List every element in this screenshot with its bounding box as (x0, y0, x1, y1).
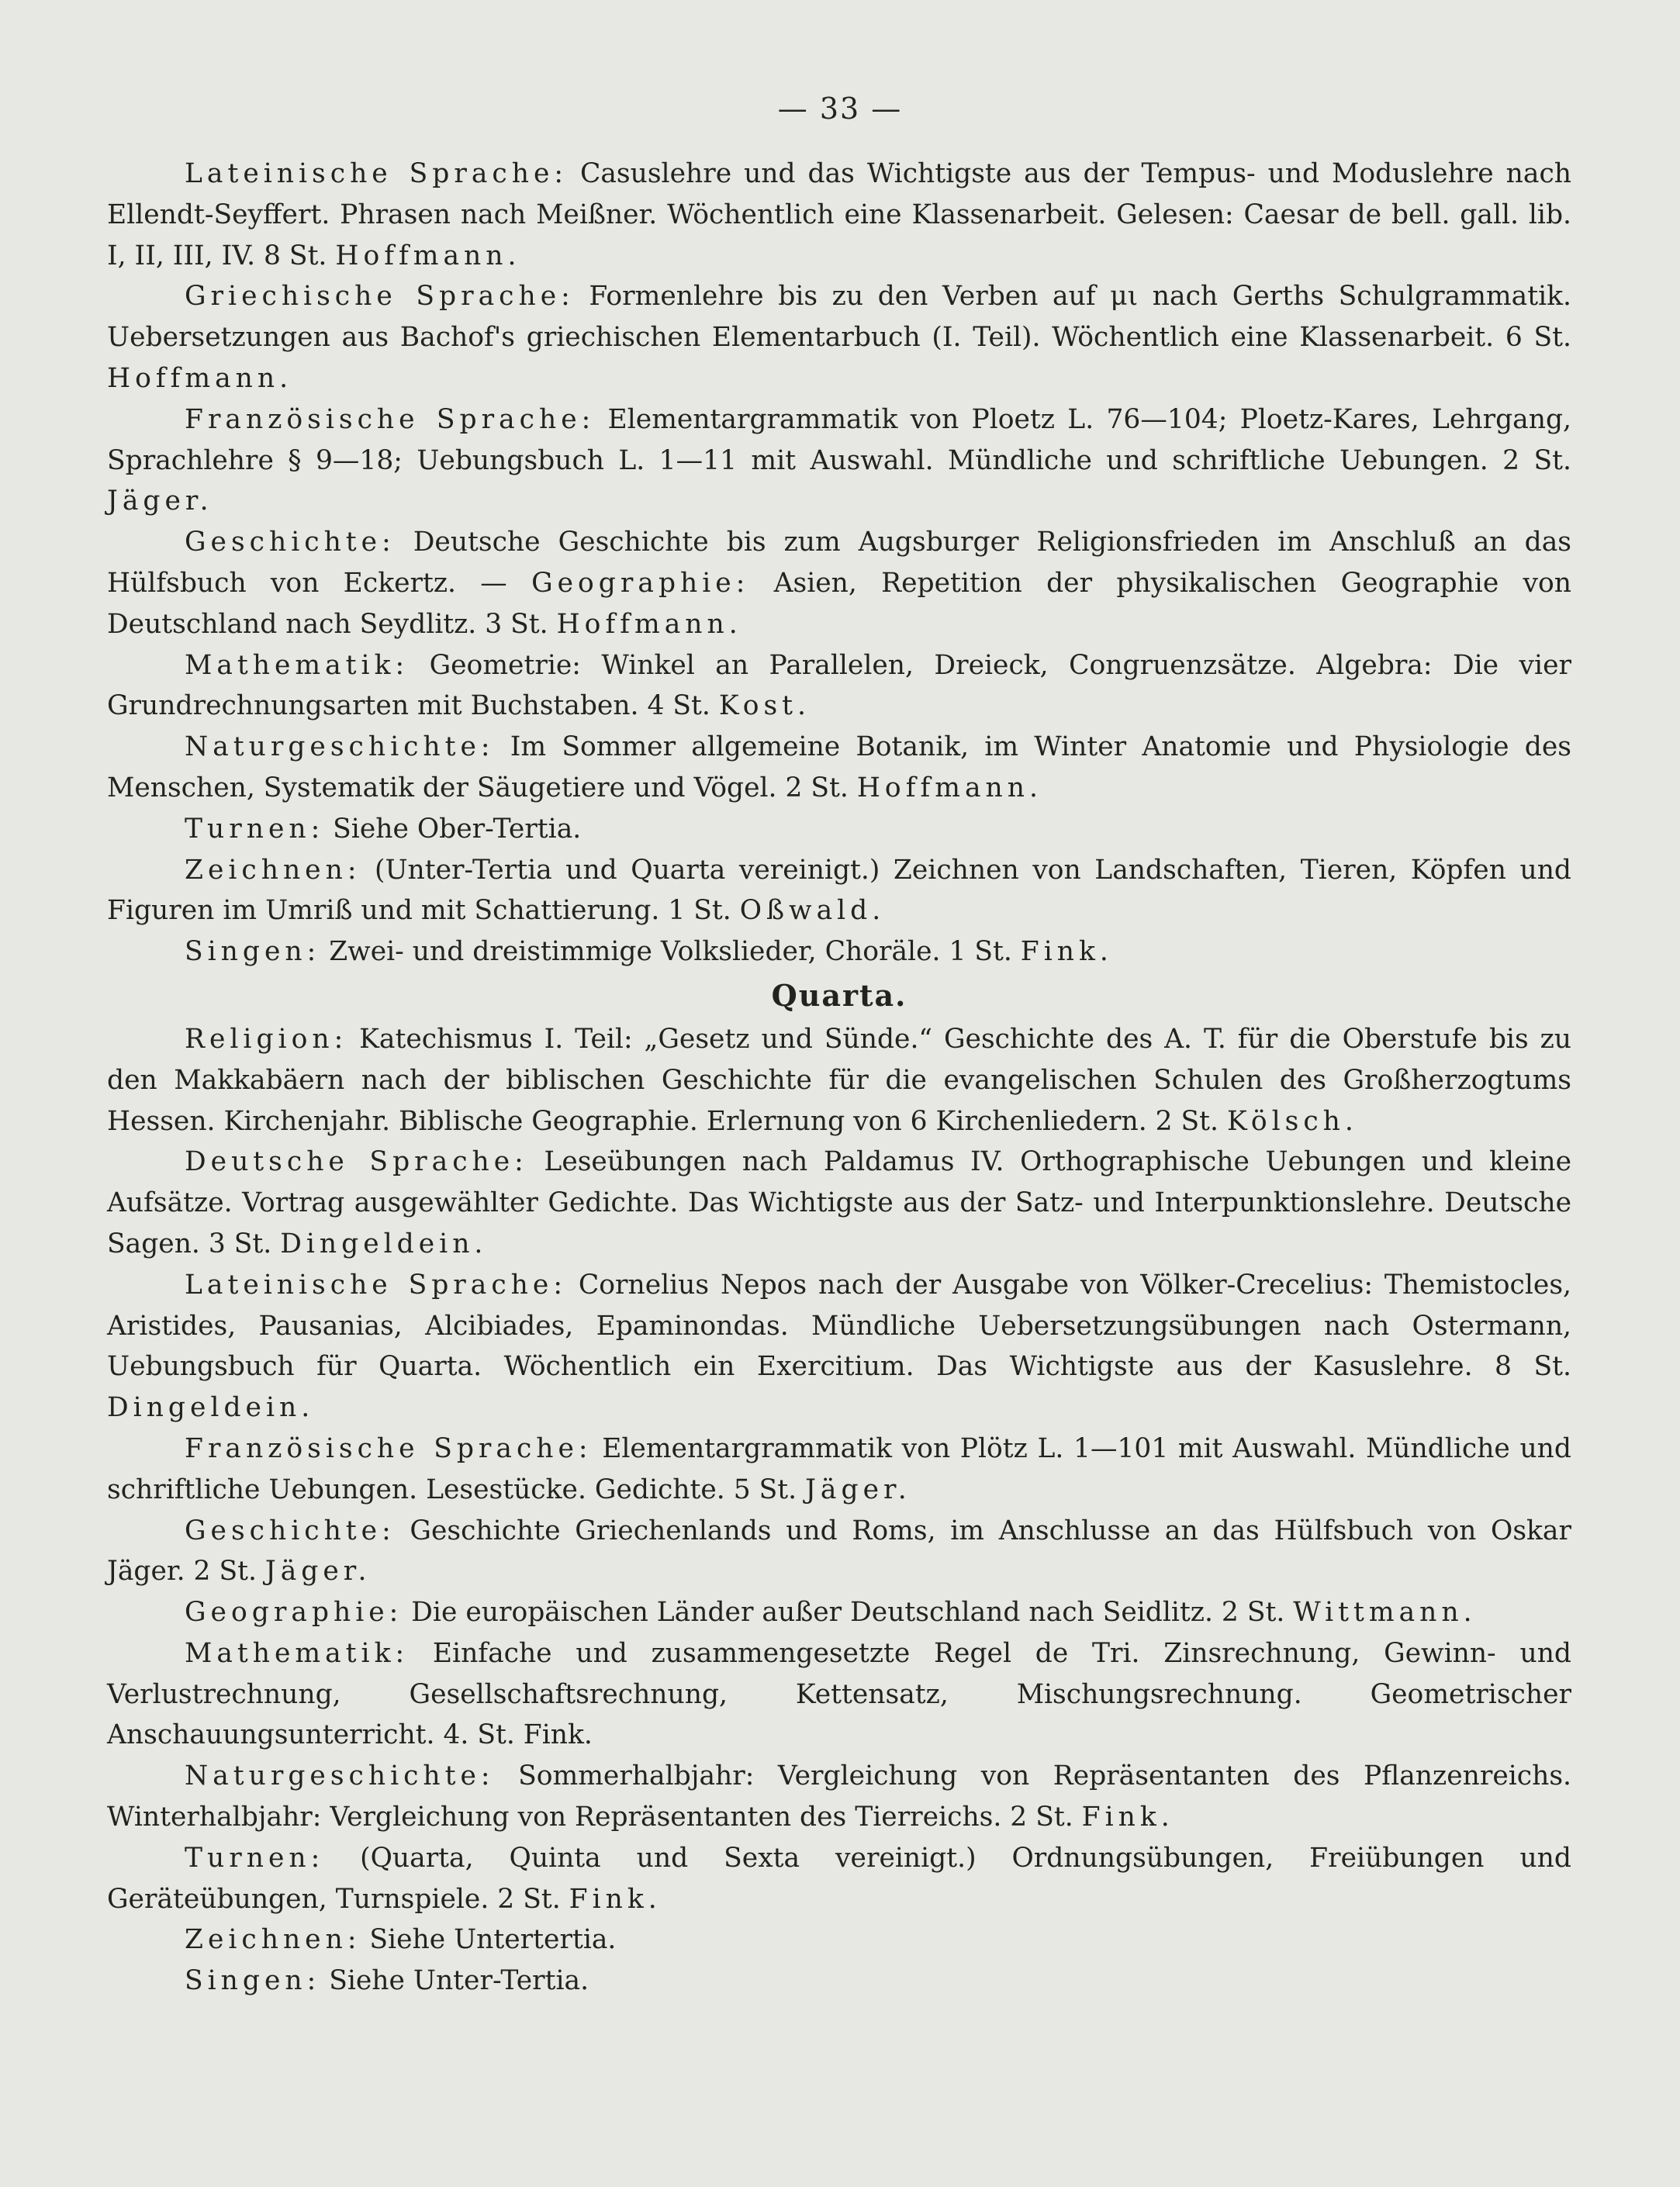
paragraph-natural-history-quarta (107, 1756, 1571, 1838)
paragraph-body-geography: Asien, Repetition der physikalischen Geographie von Deutschland nach Seydlitz. 3 St. (107, 567, 1571, 640)
paragraph-body: Einfache und zusammengesetzte Regel de Tri. Zinsrechnung, Gewinn- und Verlustrechnung, Gesellschaftsrechnung, Kettensatz, Mischungsrechnung. Geometrischer Anschauungsunterricht. 4. St. Fink. (107, 1637, 1571, 1751)
teacher-name: Fink. (569, 1883, 662, 1915)
teacher-name: Jäger. (107, 485, 213, 517)
section-heading-quarta: Quarta. (771, 977, 907, 1013)
paragraph-history-quarta (107, 1511, 1571, 1593)
subject-label: Griechische Sprache: (185, 281, 575, 313)
paragraph-body: Siehe Ober-Tertia. (324, 813, 582, 845)
subject-label: Singen: (185, 936, 321, 968)
subject-label: Zeichnen: (185, 1924, 361, 1956)
paragraph-french (107, 399, 1571, 522)
paragraph-german (107, 1142, 1571, 1264)
subject-label: Religion: (185, 1023, 348, 1055)
teacher-name: Dingeldein. (107, 1392, 315, 1424)
subject-label: Mathematik: (185, 1637, 410, 1669)
subject-label: Geographie: (185, 1597, 403, 1629)
text-block (107, 154, 1571, 2002)
paragraph-natural-history (107, 727, 1571, 809)
paragraph-body: Geometrie: Winkel an Parallelen, Dreieck, Congruenzsätze. Algebra: Die vier Grundrechnungsarten mit Buchstaben. 4 St. (107, 649, 1571, 722)
paragraph-history (107, 522, 1571, 644)
paragraph-body: Geschichte Griechenlands und Roms, im Anschlusse an das Hülfsbuch von Oskar Jäger. 2 St. (107, 1515, 1571, 1588)
paragraph-body: Die europäischen Länder außer Deutschland nach Seidlitz. 2 St. (403, 1597, 1294, 1629)
subject-label: Lateinische Sprache: (185, 1269, 567, 1301)
teacher-name: Hoffmann. (856, 772, 1042, 803)
teacher-name: Oßwald. (739, 895, 886, 927)
subject-label-geography: Geographie: (531, 567, 750, 599)
subject-label: Singen: (185, 1965, 321, 1997)
subject-label: Turnen: (185, 813, 325, 845)
paragraph-drawing-quarta (107, 1919, 1571, 1961)
subject-label: Französische Sprache: (185, 1432, 593, 1464)
teacher-name: Fink. (1081, 1802, 1174, 1833)
paragraph-gymnastics (107, 809, 1571, 850)
teacher-name: Kost. (718, 690, 811, 722)
paragraph-body: Im Sommer allgemeine Botanik, im Winter Anatomie und Physiologie des Menschen, Systematik der Säugetiere und Vögel. 2 St. (107, 731, 1571, 803)
teacher-name: Fink. (1020, 936, 1113, 968)
paragraph-body: (Quarta, Quinta und Sexta vereinigt.) Ordnungsübungen, Freiübungen und Geräteübungen, Turnspiele. 2 St. (107, 1842, 1571, 1915)
paragraph-body: Deutsche Geschichte bis zum Augsburger Religionsfrieden im Anschluß an das Hülfsbuch von Eckertz. — (107, 527, 1571, 599)
paragraph-body: Elementargrammatik von Plötz L. 1—101 mit Auswahl. Mündliche und schriftliche Uebungen. Lesestücke. Gedichte. 5 St. (107, 1432, 1571, 1505)
paragraph-math-quarta (107, 1633, 1571, 1756)
teacher-name: Kölsch. (1226, 1105, 1358, 1137)
paragraph-drawing (107, 850, 1571, 932)
paragraph-singing (107, 931, 1571, 973)
teacher-name: Hoffmann. (107, 362, 293, 394)
subject-label: Mathematik: (185, 649, 410, 681)
teacher-name: Hoffmann. (556, 608, 742, 640)
teacher-name: Dingeldein. (280, 1228, 488, 1259)
teacher-name: Jäger. (805, 1474, 911, 1505)
paragraph-singing-quarta (107, 1961, 1571, 2002)
teacher-name: Hoffmann. (335, 240, 521, 271)
page-number: — 33 — (777, 92, 903, 126)
paragraph-body: Leseübungen nach Paldamus IV. Orthographische Uebungen und kleine Aufsätze. Vortrag ausgewählter Gedichte. Das Wichtigste aus der Satz- und Interpunktionslehre. Deutsche Sagen. 3 St. (107, 1146, 1571, 1259)
subject-label: Französische Sprache: (185, 403, 596, 435)
paragraph-body: Formenlehre bis zu den Verben auf μι nach Gerths Schulgrammatik. Uebersetzungen aus Bachof's griechischen Elementarbuch (I. Teil). Wöchentlich eine Klassenarbeit. 6 St. (107, 281, 1571, 354)
subject-label: Naturgeschichte: (185, 1760, 495, 1792)
paragraph-body: Cornelius Nepos nach der Ausgabe von Völker-Crecelius: Themistocles, Aristides, Pausanias, Alcibiades, Epaminondas. Mündliche Uebersetzungsübungen nach Ostermann, Uebungsbuch für Quarta. Wöchentlich ein Exercitium. Das Wichtigste aus der Kasuslehre. 8 St. (107, 1269, 1571, 1383)
subject-label: Geschichte: (185, 1515, 396, 1546)
paragraph-body: (Unter-Tertia und Quarta vereinigt.) Zeichnen von Landschaften, Tieren, Köpfen und Figuren im Umriß und mit Schattierung. 1 St. (107, 854, 1571, 927)
paragraph-math (107, 645, 1571, 727)
subject-label: Naturgeschichte: (185, 731, 495, 763)
paragraph-greek (107, 276, 1571, 399)
subject-label: Deutsche Sprache: (185, 1146, 528, 1178)
paragraph-latin (107, 154, 1571, 276)
paragraph-latin-quarta (107, 1265, 1571, 1429)
subject-label: Geschichte: (185, 527, 396, 558)
paragraph-religion (107, 1019, 1571, 1142)
paragraph-gymnastics-quarta (107, 1838, 1571, 1920)
teacher-name: Wittmann. (1293, 1597, 1477, 1629)
subject-label: Turnen: (185, 1842, 325, 1874)
paragraph-body: Sommerhalbjahr: Vergleichung von Repräsentanten des Pflanzenreichs. Winterhalbjahr: Vergleichung von Repräsentanten des Tierreichs. 2 St. (107, 1760, 1571, 1833)
paragraph-body: Katechismus I. Teil: „Gesetz und Sünde.“ Geschichte des A. T. für die Oberstufe bis zu den Makkabäern nach der biblischen Geschichte für die evangelischen Schulen des Großherzogtums Hessen. Kirchenjahr. Biblische Geographie. Erlernung von 6 Kirchenliedern. 2 St. (107, 1023, 1571, 1137)
paragraph-body: Siehe Unter-Tertia. (320, 1965, 589, 1997)
paragraph-body: Elementargrammatik von Ploetz L. 76—104; Ploetz-Kares, Lehrgang, Sprachlehre § 9—18; Uebungsbuch L. 1—11 mit Auswahl. Mündliche und schriftliche Uebungen. 2 St. (107, 403, 1571, 476)
teacher-name: Jäger. (264, 1556, 372, 1588)
paragraph-body: Casuslehre und das Wichtigste aus der Tempus- und Moduslehre nach Ellendt-Seyffert. Phrasen nach Meißner. Wöchentlich eine Klassenarbeit. Gelesen: Caesar de bell. gall. lib. I, II, III, IV. 8 St. (107, 158, 1571, 271)
subject-label: Lateinische Sprache: (185, 158, 569, 189)
paragraph-body: Siehe Untertertia. (361, 1924, 617, 1956)
paragraph-body: Zwei- und dreistimmige Volkslieder, Choräle. 1 St. (320, 936, 1021, 968)
paragraph-french-quarta (107, 1429, 1571, 1511)
subject-label: Zeichnen: (185, 854, 361, 886)
paragraph-geography-quarta (107, 1592, 1571, 1633)
